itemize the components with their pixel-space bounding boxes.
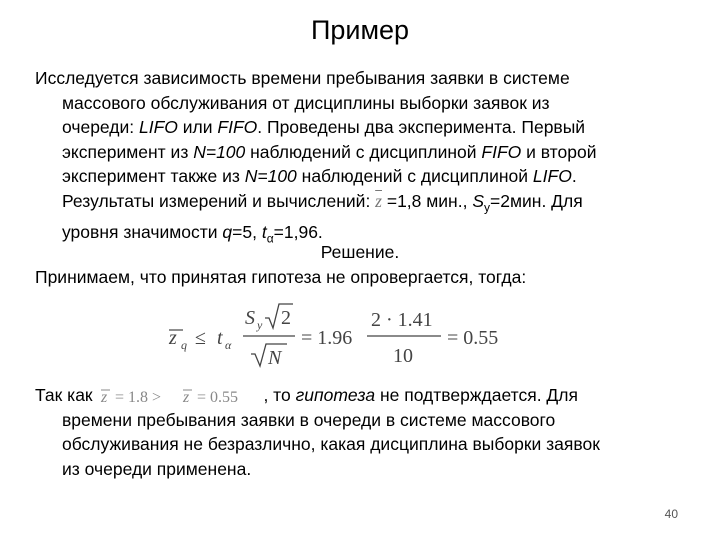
conclusion-paragraph <box>35 383 685 481</box>
slide-title: Пример <box>310 15 410 45</box>
conclusion-line-3: обслуживания не безразлично, какая дисциплина выборки заявок <box>62 434 600 454</box>
z-bar-inline: $\overline{z}$ <box>375 190 382 211</box>
formula-eq1: = 1.96 <box>301 327 353 349</box>
accept-statement: Принимаем, что принятая гипотеза не опровергается, тогда: <box>35 267 527 287</box>
intro-line-2: массового обслуживания от дисциплины выборки заявок из <box>62 92 550 113</box>
formula-sqrt2: 2 <box>281 307 291 329</box>
formula-num-s: S <box>245 307 255 329</box>
ineq-eq2: = 0.55 <box>197 389 239 407</box>
formula-den2: 10 <box>393 345 413 367</box>
ineq-eq1: = 1.8 > <box>115 389 162 407</box>
page-number: 40 <box>664 507 678 521</box>
intro-line-5: эксперимент также из N=100 наблюдений с дисциплиной LIFO. <box>62 166 577 186</box>
intro-line-3: очереди: LIFO или FIFO. Проведены два эксперимента. Первый <box>62 117 586 137</box>
formula-t: t <box>217 327 223 349</box>
intro-line-6: Результаты измерений и вычислений: $\overline{z} =1,8$ мин., $S_y=2мин$. Для <box>62 190 583 214</box>
inline-inequality <box>97 385 263 407</box>
intro-paragraph <box>35 66 685 251</box>
intro-line-4: эксперимент из N=100 наблюдений с дисциплиной FIFO и второй <box>62 141 597 162</box>
formula-z: z <box>169 327 177 349</box>
conclusion-line-2: времени пребывания заявки в очереди в системе массового <box>62 409 556 430</box>
formula-den-n: N <box>268 347 282 369</box>
formula-num2: 2 · 1.41 <box>371 309 433 331</box>
formula-num-s-sub: y <box>257 318 263 332</box>
conclusion-line-1: Так как z = 1.8 > z = 0.55 , то гипотеза не подтверждается. Для <box>35 385 578 407</box>
intro-line-1: Исследуется зависимость времени пребывания заявки в системе <box>35 68 570 88</box>
formula-le: ≤ <box>195 327 206 349</box>
formula-z-sub: q <box>181 338 187 352</box>
formula-t-sub: α <box>225 338 232 352</box>
solution-heading: Решение. <box>320 242 400 262</box>
conclusion-line-4: из очереди применена. <box>62 458 252 479</box>
main-formula <box>165 300 525 372</box>
ineq-lhs: z <box>101 389 108 407</box>
intro-line-7: уровня значимости q=5, $t_\alpha=1,96$. <box>62 221 323 245</box>
ineq-rhs: z <box>183 389 190 407</box>
formula-eq2: = 0.55 <box>447 327 499 349</box>
